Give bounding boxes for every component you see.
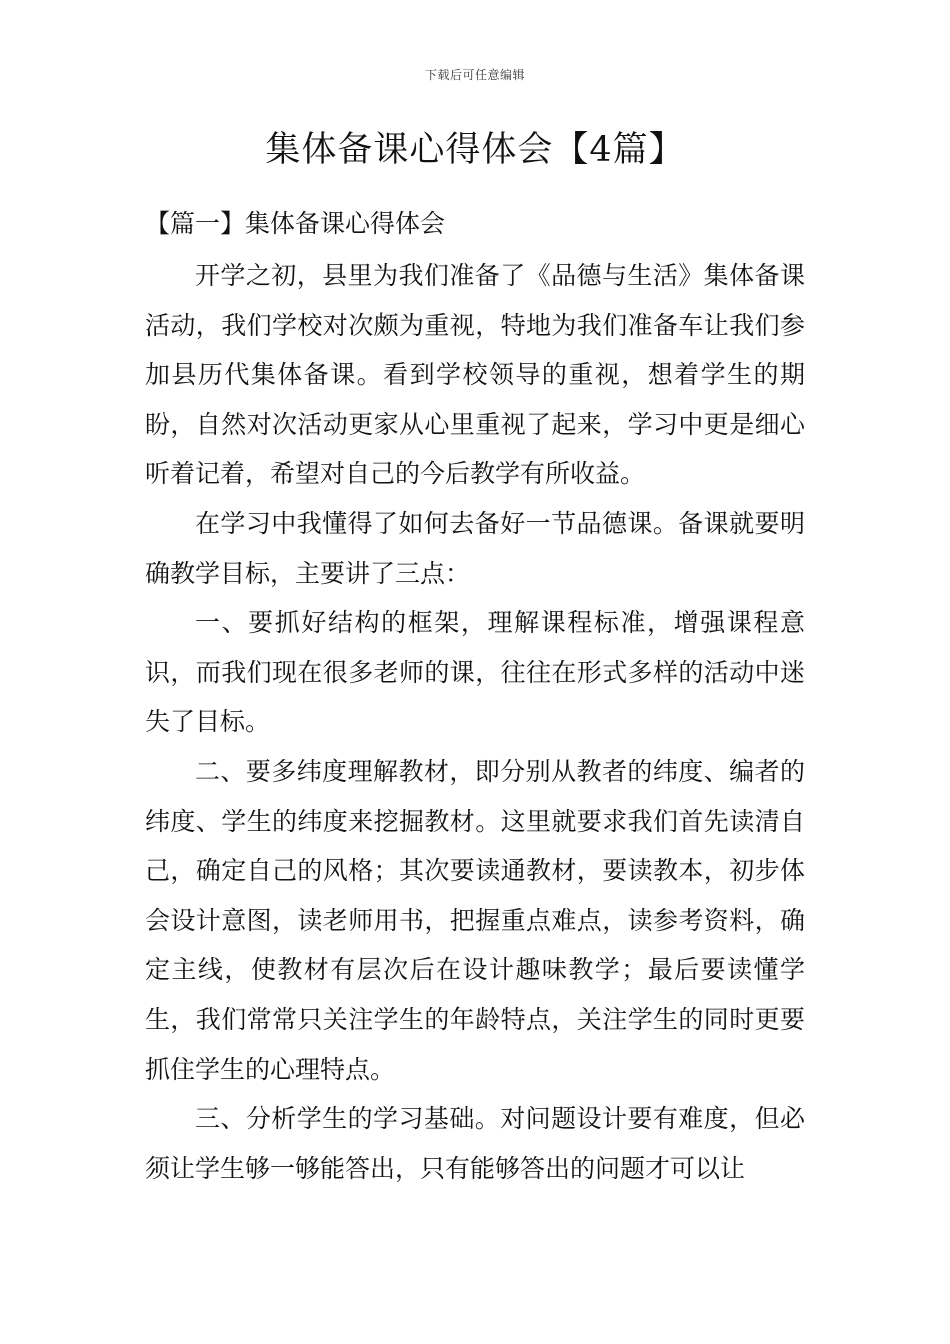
paragraph: 三、分析学生的学习基础。对问题设计要有难度，但必须让学生够一够能答出，只有能够答出的问题才可以让 [145,1104,805,1183]
document-title: 集体备课心得体会【4篇】 [265,130,685,170]
paragraph: 在学习中我懂得了如何去备好一节品德课。备课就要明确教学目标，主要讲了三点： [145,508,805,588]
paragraph: 开学之初，县里为我们准备了《品德与生活》集体备课活动，我们学校对次颇为重视，特地为我们准备车让我们参加县历代集体备课。看到学校领导的重视，想着学生的期盼，自然对次活动更家从心里重视了起来，学习中更是细心听着记着，希望对自己的今后教学有所收益。 [145,261,805,489]
paragraph: 二、要多纬度理解教材，即分别从教者的纬度、编者的纬度、学生的纬度来挖掘教材。这里就要求我们首先读清自己，确定自己的风格；其次要读通教材，要读教本，初步体会设计意图，读老师用书，把握重点难点，读参考资料，确定主线，使教材有层次后在设计趣味教学；最后要读懂学生，我们常常只关注学生的年龄特点，关注学生的同时更要抓住学生的心理特点。 [145,756,805,1084]
header-note: 下载后可任意编辑 [424,68,525,82]
paragraph: 一、要抓好结构的框架，理解课程标准，增强课程意识，而我们现在很多老师的课，往往在形式多样的活动中迷失了目标。 [145,608,805,737]
section-body [145,251,805,1193]
section-heading: 【篇一】集体备课心得体会 [145,209,446,238]
